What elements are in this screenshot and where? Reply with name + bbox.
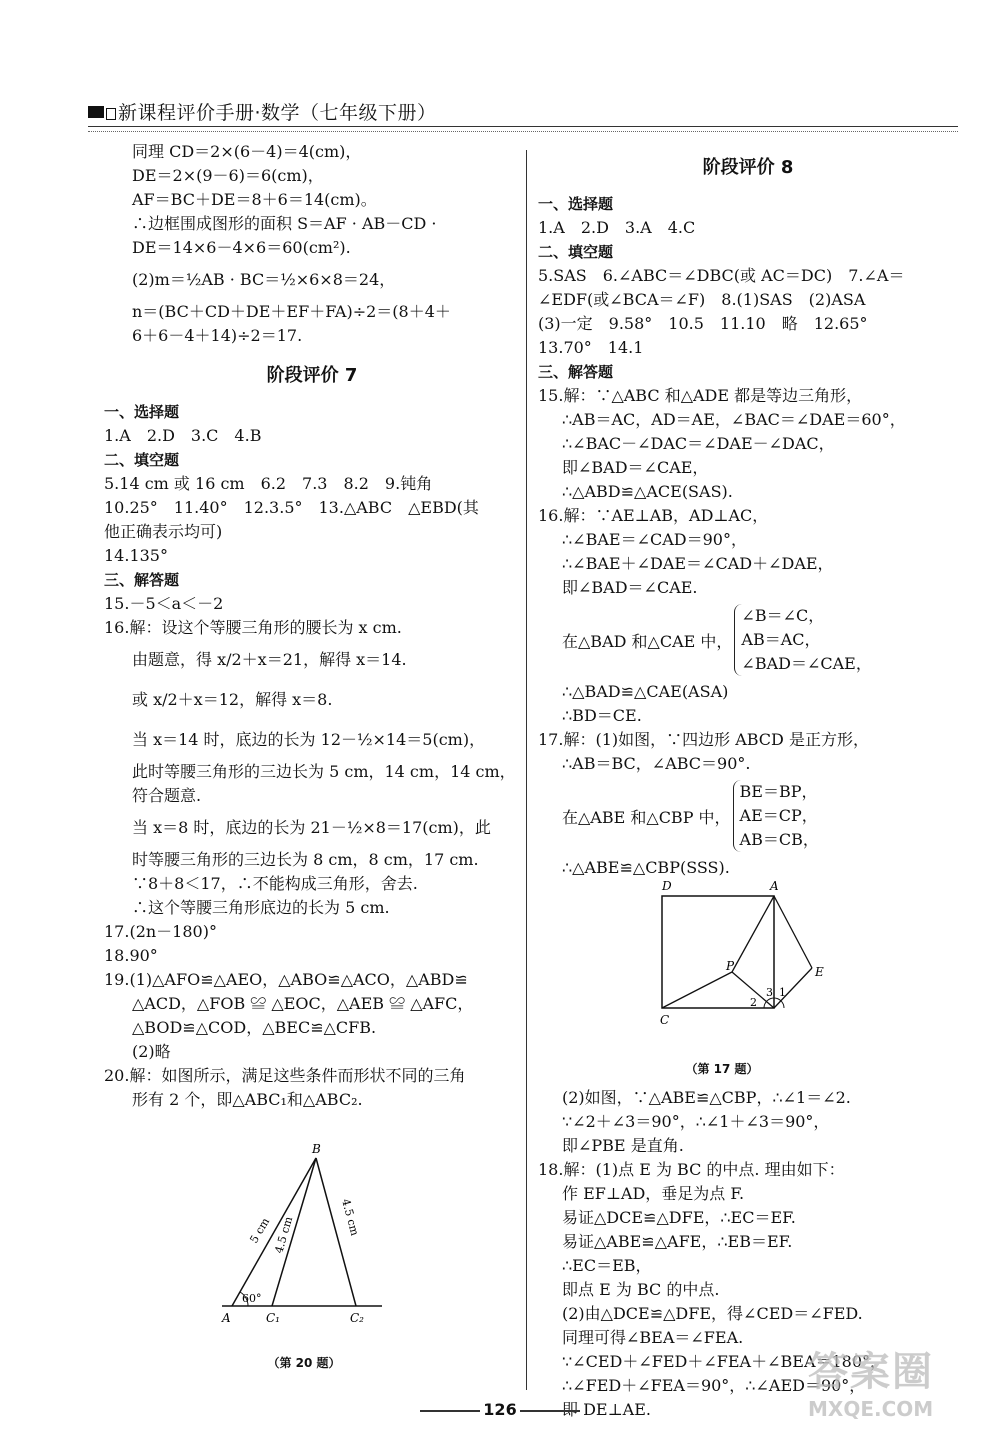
answer-line: 17.(2n－180)° (104, 922, 217, 941)
brace-line: ∠B＝∠C， (741, 606, 825, 625)
answer-line: 17.解：(1)如图，∵四边形 ABCD 是正方形， (538, 730, 869, 749)
brace-system-17 (538, 780, 958, 852)
brace-lines (734, 604, 871, 676)
label-side-5: 5 cm (247, 1215, 273, 1246)
text-line: ∴边框围成图形的面积 S＝AF · AB－CD · (132, 214, 437, 233)
answer-line: ∵∠2＋∠3＝90°，∴∠1＋∠3＝90°， (562, 1112, 830, 1131)
answer-line: 1.A 2.D 3.A 4.C (538, 218, 696, 237)
brace-lines (733, 780, 819, 852)
text-line: 同理 CD＝2×(6－4)＝4(cm)， (132, 142, 362, 161)
text-line: AF＝BC＋DE＝8＋6＝14(cm)。 (132, 190, 377, 209)
answer-line: 当 x＝14 时，底边的长为 12－½×14＝5(cm)， (132, 730, 486, 749)
label-a: A (770, 879, 779, 893)
section-heading: 一、选择题 (104, 403, 180, 421)
text-line: n＝(BC＋CD＋DE＋EF＋FA)÷2＝(8＋4＋ (132, 302, 451, 321)
text-line: DE＝14×6－4×6＝60(cm²). (132, 238, 351, 257)
label-c: C (660, 1013, 670, 1027)
answer-line: 易证△ABE≌△AFE，∴EB＝EF. (562, 1232, 793, 1251)
answer-line: 16.解：∵AE⊥AB，AD⊥AC， (538, 506, 769, 525)
answer-line: 20.解：如图所示，满足这些条件而形状不同的三角 (104, 1066, 466, 1085)
brace-lead: 在△BAD 和△CAE 中， (562, 631, 733, 651)
side-ab (232, 1158, 316, 1306)
label-a: A (222, 1311, 231, 1325)
square-diagram (652, 876, 842, 1056)
answer-line: 15.－5＜a＜－2 (104, 594, 224, 613)
label-angle: 60° (242, 1292, 262, 1305)
column-divider (526, 150, 527, 1390)
stage-8-title: 阶段评价 8 (702, 157, 794, 178)
label-p: P (726, 959, 735, 973)
answer-line: 此时等腰三角形的三边长为 5 cm，14 cm，14 cm， (132, 762, 516, 781)
square-abcd (662, 896, 774, 1008)
answer-line: ∴AB＝BC，∠ABC＝90°. (562, 754, 751, 773)
label-side-45b: 4.5 cm (339, 1197, 362, 1238)
answer-line: 1.A 2.D 3.C 4.B (104, 426, 262, 445)
text-line: 6＋6－4＋14)÷2＝17. (132, 326, 303, 345)
answer-line: ∴∠FED＋∠FEA＝90°，∴∠AED＝90°， (562, 1376, 866, 1395)
answer-line: 15.解：∵△ABC 和△ADE 都是等边三角形， (538, 386, 863, 405)
answer-line: 当 x＝8 时，底边的长为 21－½×8＝17(cm)，此 (132, 818, 491, 837)
text-line: DE＝2×(9－6)＝6(cm)， (132, 166, 324, 185)
seg-ap (732, 896, 774, 972)
answer-line: 即∠BAD＝∠CAE， (562, 458, 709, 477)
book-logo-mark-icon (106, 108, 116, 120)
answer-line: ∵∠CED＋∠FED＋∠FEA＋∠BEA＝180°， (562, 1352, 887, 1371)
figure-20 (214, 1140, 394, 1370)
answer-line: 即 DE⊥AE. (562, 1400, 651, 1419)
header-rule-dotted (88, 131, 958, 132)
answer-line: ∠EDF(或∠BCA＝∠F) 8.(1)SAS (2)ASA (538, 290, 866, 309)
answer-line: 即点 E 为 BC 的中点. (562, 1280, 720, 1299)
label-e: E (815, 965, 824, 979)
seg-pc (662, 972, 732, 1008)
answer-line: ∴∠BAC－∠DAC＝∠DAE－∠DAC， (562, 434, 835, 453)
answer-line: ∴△ABD≌△ACE(SAS). (562, 482, 733, 501)
answer-line: ∵8＋8＜17，∴不能构成三角形，舍去. (132, 874, 418, 893)
section-heading: 二、填空题 (538, 243, 614, 261)
section-heading: 二、填空题 (104, 451, 180, 469)
answer-line: 16.解：设这个等腰三角形的腰长为 x cm. (104, 618, 402, 637)
answer-line: ∴∠BAE＋∠DAE＝∠CAD＋∠DAE， (562, 554, 834, 573)
answer-line: 18.90° (104, 946, 158, 965)
brace-system-16 (538, 604, 958, 676)
answer-line: (2)略 (132, 1042, 171, 1061)
answer-line: 14.135° (104, 546, 168, 565)
watermark-logo (808, 1340, 988, 1430)
answer-line: △BOD≌△COD，△BEC≌△CFB. (132, 1018, 377, 1037)
answer-line: ∴AB＝AC，AD＝AE，∠BAC＝∠DAE＝60°， (562, 410, 906, 429)
answer-line: 13.70° 14.1 (538, 338, 644, 357)
answer-line: 即∠BAD＝∠CAE. (562, 578, 698, 597)
brace-lead: 在△ABE 和△CBP 中， (562, 807, 731, 827)
answer-line: △ACD，△FOB ≌ △EOC，△AEB ≌ △AFC， (132, 994, 474, 1013)
watermark-text: 答案圈 (808, 1349, 934, 1395)
answer-line: 同理可得∠BEA＝∠FEA. (562, 1328, 744, 1347)
answer-line: 他正确表示均可) (104, 522, 223, 541)
figure-17 (652, 876, 842, 1076)
stage-7-title: 阶段评价 7 (266, 365, 358, 386)
section-heading: 三、解答题 (538, 363, 614, 381)
answer-line: ∴BD＝CE. (562, 706, 642, 725)
left-column (104, 140, 520, 1112)
label-side-45a: 4.5 cm (272, 1215, 296, 1255)
label-c2: C₂ (350, 1311, 364, 1325)
brace-line: ∠BAD＝∠CAE， (741, 654, 872, 673)
answer-line: 形有 2 个，即△ABC₁和△ABC₂. (132, 1090, 363, 1109)
answer-line: (2)由△DCE≌△DFE，得∠CED＝∠FED. (562, 1304, 863, 1323)
answer-line: 由题意，得 x/2＋x＝21，解得 x＝14. (132, 650, 407, 669)
label-angle-2: 2 (750, 996, 757, 1009)
answer-line: (2)如图，∵△ABE≌△CBP，∴∠1＝∠2. (562, 1088, 851, 1107)
answer-line: 19.(1)△AFO≌△AEO，△ABO≌△ACO，△ABD≌ (104, 970, 468, 989)
figure-caption: （第 20 题） (267, 1356, 341, 1370)
answer-line: 5.14 cm 或 16 cm 6.2 7.3 8.2 9.钝角 (104, 474, 433, 493)
section-heading: 一、选择题 (538, 195, 614, 213)
brace-line: BE＝BP， (739, 782, 818, 801)
answer-line: 即∠PBE 是直角. (562, 1136, 684, 1155)
answer-line: (3)一定 9.58° 10.5 11.10 略 12.65° (538, 314, 868, 333)
answer-line: ∴∠BAE＝∠CAD＝90°， (562, 530, 747, 549)
answer-line: 时等腰三角形的三边长为 8 cm，8 cm，17 cm. (132, 850, 479, 869)
answer-line: ∴EC＝EB， (562, 1256, 652, 1275)
brace-line: AE＝CP， (739, 806, 818, 825)
label-b: B (312, 1142, 321, 1156)
figure-caption: （第 17 题） (685, 1062, 759, 1076)
label-c1: C₁ (266, 1311, 280, 1325)
brace-line: AB＝AC， (741, 630, 821, 649)
answer-line: 18.解：(1)点 E 为 BC 的中点. 理由如下： (538, 1160, 845, 1179)
answer-line: ∴△ABE≌△CBP(SSS). (562, 858, 730, 877)
triangle-diagram (214, 1140, 394, 1350)
answer-line: ∴这个等腰三角形底边的长为 5 cm. (132, 898, 390, 917)
brace-line: AB＝CB， (739, 830, 819, 849)
answer-line: 或 x/2＋x＝12，解得 x＝8. (132, 690, 333, 709)
answer-line: ∴△BAD≌△CAE(ASA) (562, 682, 729, 701)
label-d: D (662, 879, 672, 893)
label-angle-3: 3 (766, 986, 773, 999)
answer-line: 5.SAS 6.∠ABC＝∠DBC(或 AC＝DC) 7.∠A＝ (538, 266, 905, 285)
book-logo-icon (88, 106, 104, 118)
answer-line: 作 EF⊥AD，垂足为点 F. (562, 1184, 745, 1203)
page-header (88, 92, 958, 132)
page-number: 126 (483, 1400, 517, 1419)
answer-line: 符合题意. (132, 786, 202, 805)
header-rule (88, 126, 958, 127)
page-decoration-right (520, 1410, 580, 1412)
header-title: 新课程评价手册·数学（七年级下册） (118, 102, 437, 124)
text-line: (2)m＝½AB · BC＝½×6×8＝24， (132, 270, 396, 289)
right-column (538, 140, 958, 1422)
answer-line: 10.25° 11.40° 12.3.5° 13.△ABC △EBD(其 (104, 498, 479, 517)
seg-ae (774, 896, 812, 968)
watermark-url: MXQE.COM (808, 1397, 934, 1421)
label-angle-1: 1 (779, 986, 786, 999)
section-heading: 三、解答题 (104, 571, 180, 589)
answer-line: 易证△DCE≌△DFE，∴EC＝EF. (562, 1208, 796, 1227)
